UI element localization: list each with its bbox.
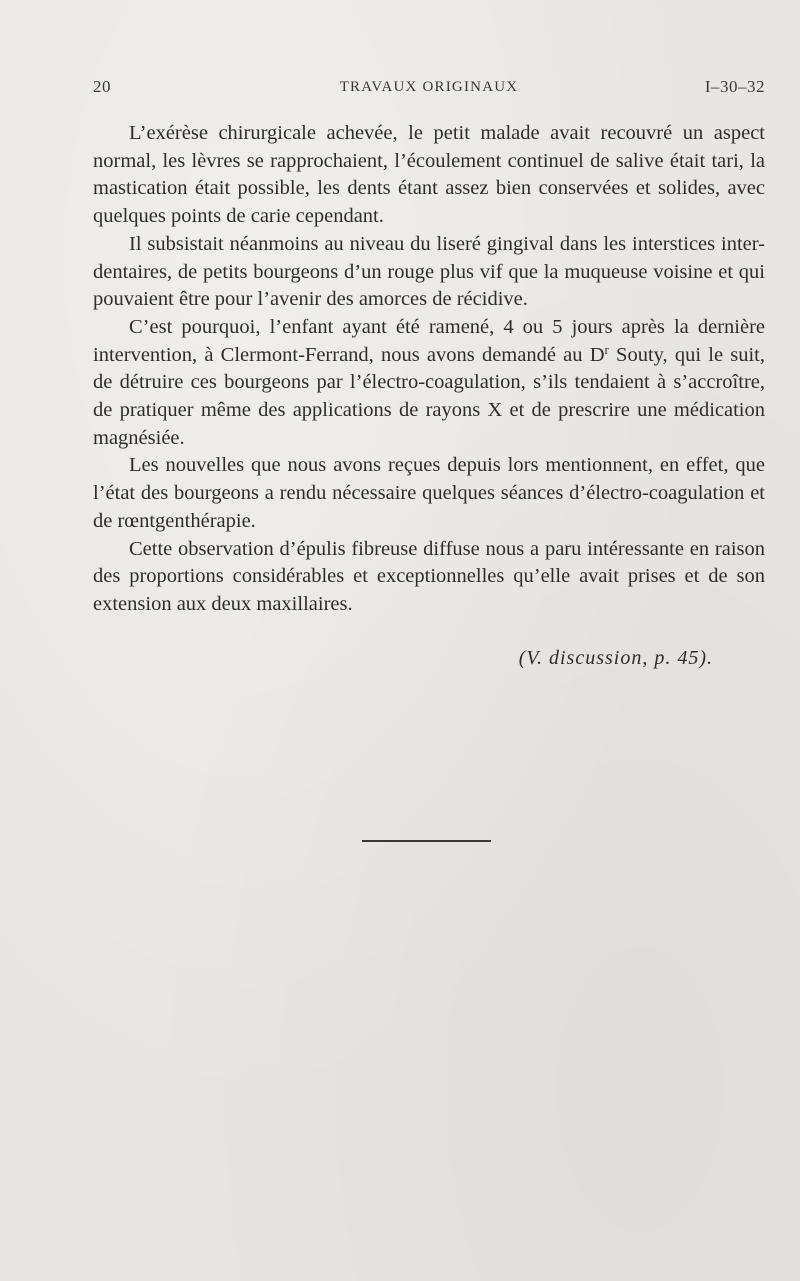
running-header — [93, 77, 765, 101]
paragraph-4: Les nouvelles que nous avons reçues depuis lors mentionnent, en effet, que l’état des bourgeons a rendu nécessaire quelques séances d’électro-coagulation et de rœntgenthérapie. — [93, 454, 765, 532]
page-number: 20 — [93, 77, 111, 96]
paragraph-2: Il subsistait néanmoins au niveau du liseré gingival dans les interstices inter-dentaires, de petits bourgeons d’un rouge plus vif que la muqueuse voisine et qui pouvaient être pour l’avenir des amorces de récidive. — [93, 232, 765, 311]
paragraph-1: L’exérèse chirurgicale achevée, le petit malade avait recouvré un aspect normal, les lèvres se rapprochaient, l’écoulement continuel de salive était tari, la mastication était possible, les dents étant assez bien conservées et solides, avec quelques points de carie cependant. — [93, 122, 765, 228]
issue-reference: I–30–32 — [704, 77, 765, 96]
doctor-superscript: r — [604, 341, 609, 357]
end-rule — [362, 840, 491, 842]
paragraph-3 — [93, 314, 765, 453]
running-title: TRAVAUX ORIGINAUX — [339, 79, 519, 95]
body-text — [93, 120, 765, 619]
paragraph-3-end: Souty, qui le suit, de détruire ces bourgeons par l’électro-coagulation, s’ils tendaient à s’accroître, de pratiquer même des applications de rayons X et de prescrire une médication magnésiée. — [93, 343, 766, 449]
discussion-reference-text: (V. discussion, p. 45). — [518, 647, 713, 669]
paragraph-3-start: C’est pourquoi, l’enfant ayant été ramené, 4 ou 5 jours après la dernière intervention, à Clermont-Ferrand, nous avons demandé au D — [93, 315, 765, 366]
discussion-reference — [93, 647, 765, 670]
paragraph-5: Cette observation d’épulis fibreuse diffuse nous a paru intéressante en raison des proportions considérables et exceptionnelles qu’elle avait prises et de son extension aux deux maxillaires. — [93, 537, 765, 615]
